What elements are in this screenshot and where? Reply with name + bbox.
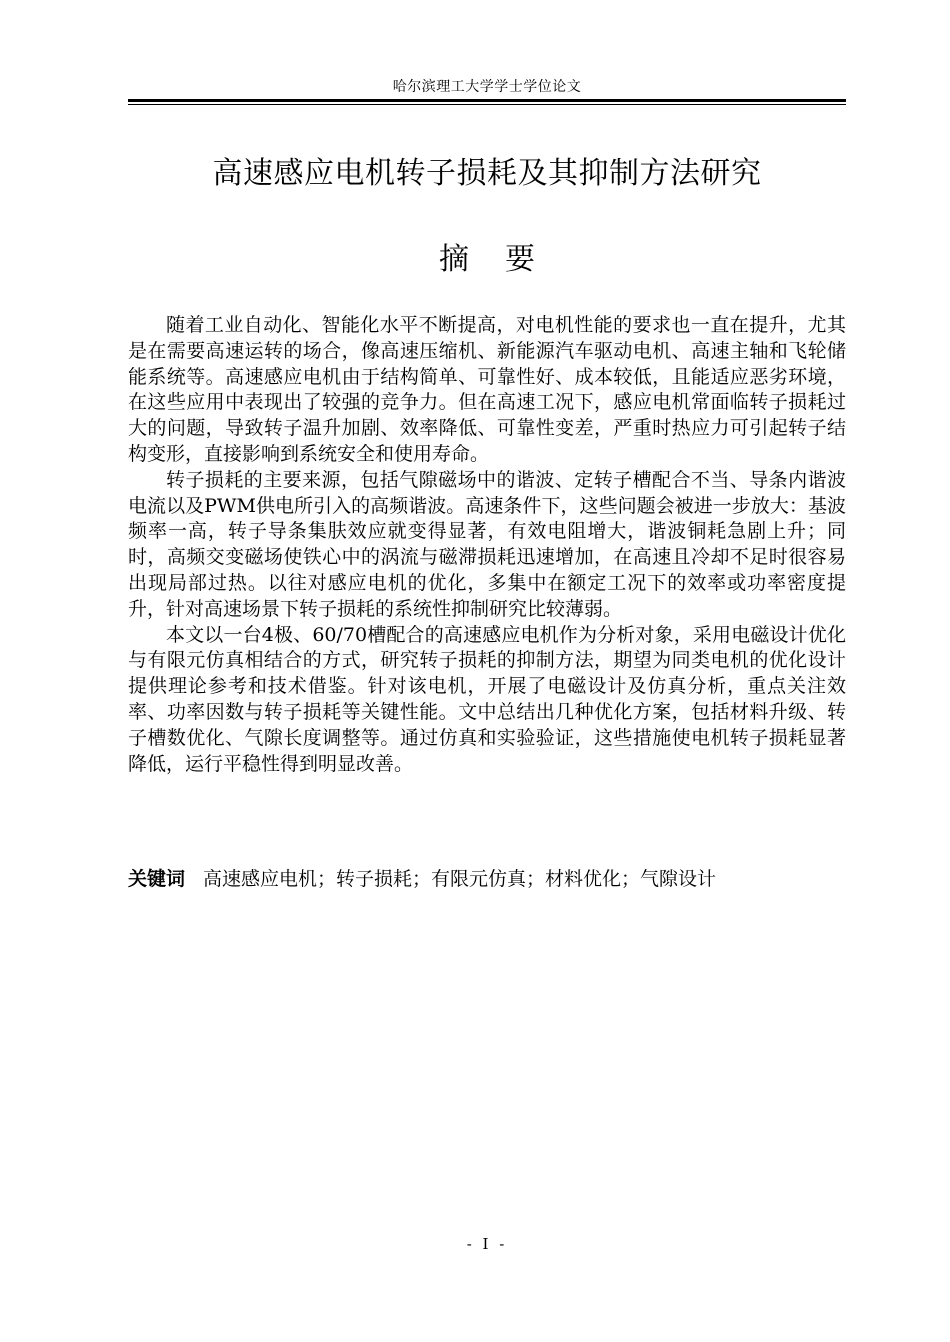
keywords-label: 关键词: [128, 868, 186, 890]
abstract-heading: 摘要: [439, 242, 571, 277]
keywords-text: 高速感应电机；转子损耗；有限元仿真；材料优化；气隙设计: [203, 868, 717, 890]
thesis-title: 高速感应电机转子损耗及其抑制方法研究: [212, 156, 762, 191]
abstract-paragraph-3: 本文以一台4极、60/70槽配合的高速感应电机作为分析对象，采用电磁设计优化与有限元仿真相结合的方式，研究转子损耗的抑制方法，期望为同类电机的优化设计提供理论参考和技术借鉴。针对该电机，开展了电磁设计及仿真分析，重点关注效率、功率因数与转子损耗等关键性能。文中总结出几种优化方案，包括材料升级、转子槽数优化、气隙长度调整等。通过仿真和实验验证，这些措施使电机转子损耗显著降低，运行平稳性得到明显改善。: [128, 623, 846, 775]
keywords-line: [128, 866, 846, 892]
abstract-body: [128, 313, 846, 777]
running-header: 哈尔滨理工大学学士学位论文: [392, 79, 582, 95]
header-rule-thick: [128, 99, 846, 102]
page-number: - I -: [466, 1235, 508, 1253]
abstract-paragraph-2: 转子损耗的主要来源，包括气隙磁场中的谐波、定转子槽配合不当、导条内谐波电流以及PWM供电所引入的高频谐波。高速条件下，这些问题会被进一步放大：基波频率一高，转子导条集肤效应就变得显著，有效电阻增大，谐波铜耗急剧上升；同时，高频交变磁场使铁心中的涡流与磁滞损耗迅速增加，在高速且冷却不足时很容易出现局部过热。以往对感应电机的优化，多集中在额定工况下的效率或功率密度提升，针对高速场景下转子损耗的系统性抑制研究比较薄弱。: [128, 468, 846, 620]
abstract-paragraph-1: 随着工业自动化、智能化水平不断提高，对电机性能的要求也一直在提升，尤其是在需要高速运转的场合，像高速压缩机、新能源汽车驱动电机、高速主轴和飞轮储能系统等。高速感应电机由于结构简单、可靠性好、成本较低，且能适应恶劣环境，在这些应用中表现出了较强的竞争力。但在高速工况下，感应电机常面临转子损耗过大的问题，导致转子温升加剧、效率降低、可靠性变差，严重时热应力可引起转子结构变形，直接影响到系统安全和使用寿命。: [128, 314, 846, 465]
header-rule-thin: [128, 104, 846, 105]
